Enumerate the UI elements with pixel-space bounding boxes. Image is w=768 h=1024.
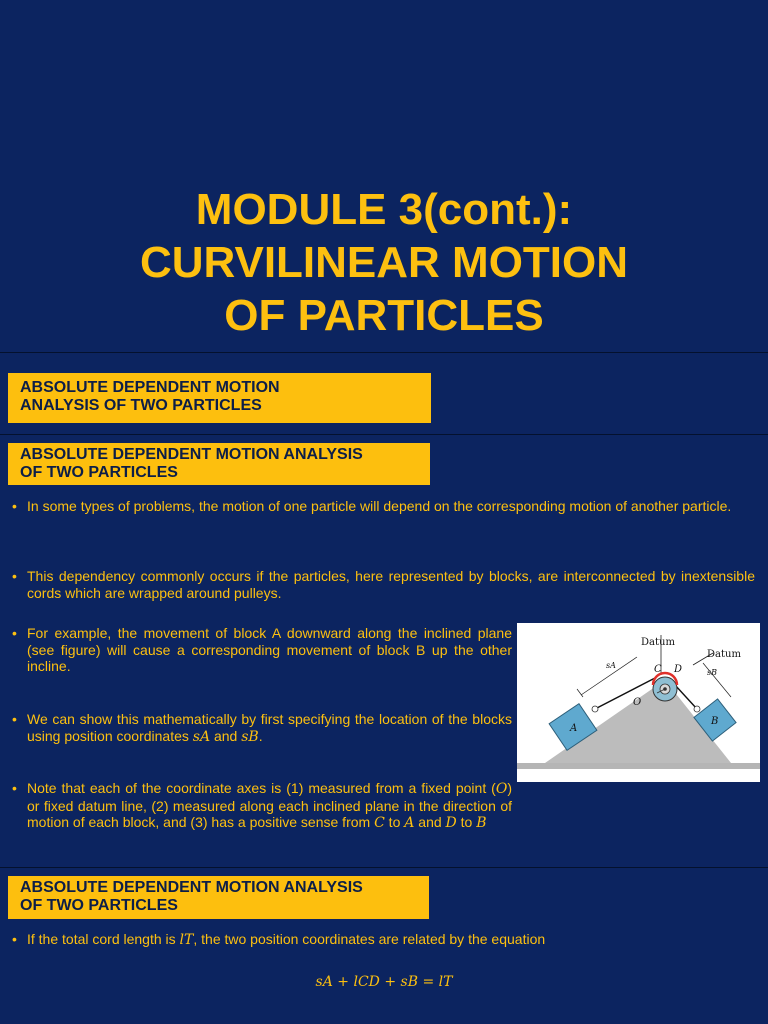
equation-slide (0, 868, 768, 1024)
equation-heading-line-1: ABSOLUTE DEPENDENT MOTION ANALYSIS (20, 879, 363, 896)
block-B-hook (694, 706, 700, 712)
section-heading-box (8, 373, 431, 423)
math-D: D (445, 815, 457, 831)
bullet-text: , the two position coordinates are related by the equation (193, 931, 546, 947)
math-A: A (404, 815, 415, 831)
bullet-text: ) or fixed datum line, (2) measured along each inclined plane in the direction of motion of each block, and (3) has a positive sense from (27, 780, 512, 830)
title-line-3: OF PARTICLES (224, 291, 544, 340)
label-B: B (711, 716, 719, 727)
ground (517, 763, 760, 769)
sA-tick (577, 689, 583, 697)
datum-label-left: Datum (641, 637, 675, 648)
label-A: A (570, 723, 578, 734)
math-C: C (374, 815, 385, 831)
label-O: O (633, 697, 642, 708)
bullet-item (12, 780, 512, 832)
bullet-text: to (456, 814, 477, 830)
math-sA: sA (192, 728, 211, 745)
equation-heading-line-2: OF TWO PARTICLES (20, 897, 178, 914)
content-heading-line-1: ABSOLUTE DEPENDENT MOTION ANALYSIS (20, 446, 363, 463)
title-slide (0, 0, 768, 352)
datum-label-right: Datum (707, 649, 741, 660)
bullet-text: Note that each of the coordinate axes is (1) measured from a fixed point ( (27, 780, 496, 796)
block-A-hook (592, 706, 598, 712)
label-sA: sA (606, 661, 616, 670)
title-line-1: MODULE 3(cont.): (195, 185, 573, 234)
bullet-text: and (414, 814, 446, 830)
content-heading-line-2: OF TWO PARTICLES (20, 464, 178, 481)
bullet-text: If the total cord length is (27, 931, 180, 947)
content-slide (0, 435, 768, 867)
math-O: O (495, 781, 508, 797)
math-lT: lT (179, 932, 194, 948)
bullet-item (12, 711, 512, 745)
bullet-text: . (258, 727, 263, 744)
bullet-item: • In some types of problems, the motion of one particle will depend on the corresponding motion of another particle. (12, 498, 755, 515)
section-heading-line-1: ABSOLUTE DEPENDENT MOTION (20, 379, 280, 396)
bullet-text: and (210, 727, 242, 744)
title-line-2: CURVILINEAR MOTION (139, 238, 629, 287)
module-title (0, 183, 768, 342)
bullet-item: • This dependency commonly occurs if the particles, here represented by blocks, are interconnected by inextensible cords which are wrapped around pulleys. (12, 568, 755, 601)
pulley-figure (517, 623, 760, 782)
bullet-text: We can show this mathematically by first specifying the location of the blocks using position coordinates (27, 711, 512, 744)
bullet-text: to (384, 814, 405, 830)
pulley-diagram (517, 623, 760, 782)
label-C: C (654, 664, 662, 675)
bullet-item (12, 931, 755, 949)
math-B: B (476, 815, 487, 831)
section-heading-line-2: ANALYSIS OF TWO PARTICLES (20, 397, 262, 414)
cord-length-equation: sA + lCD + sB = lT (315, 974, 453, 990)
bullet-item: • For example, the movement of block A downward along the inclined plane (see figure) will cause a corresponding movement of block B up the other incline. (12, 625, 512, 675)
equation-bullet-list (0, 868, 768, 1024)
math-sB: sB (241, 728, 259, 745)
label-sB: sB (707, 668, 717, 677)
section-slide (0, 353, 768, 434)
label-D: D (674, 664, 683, 675)
